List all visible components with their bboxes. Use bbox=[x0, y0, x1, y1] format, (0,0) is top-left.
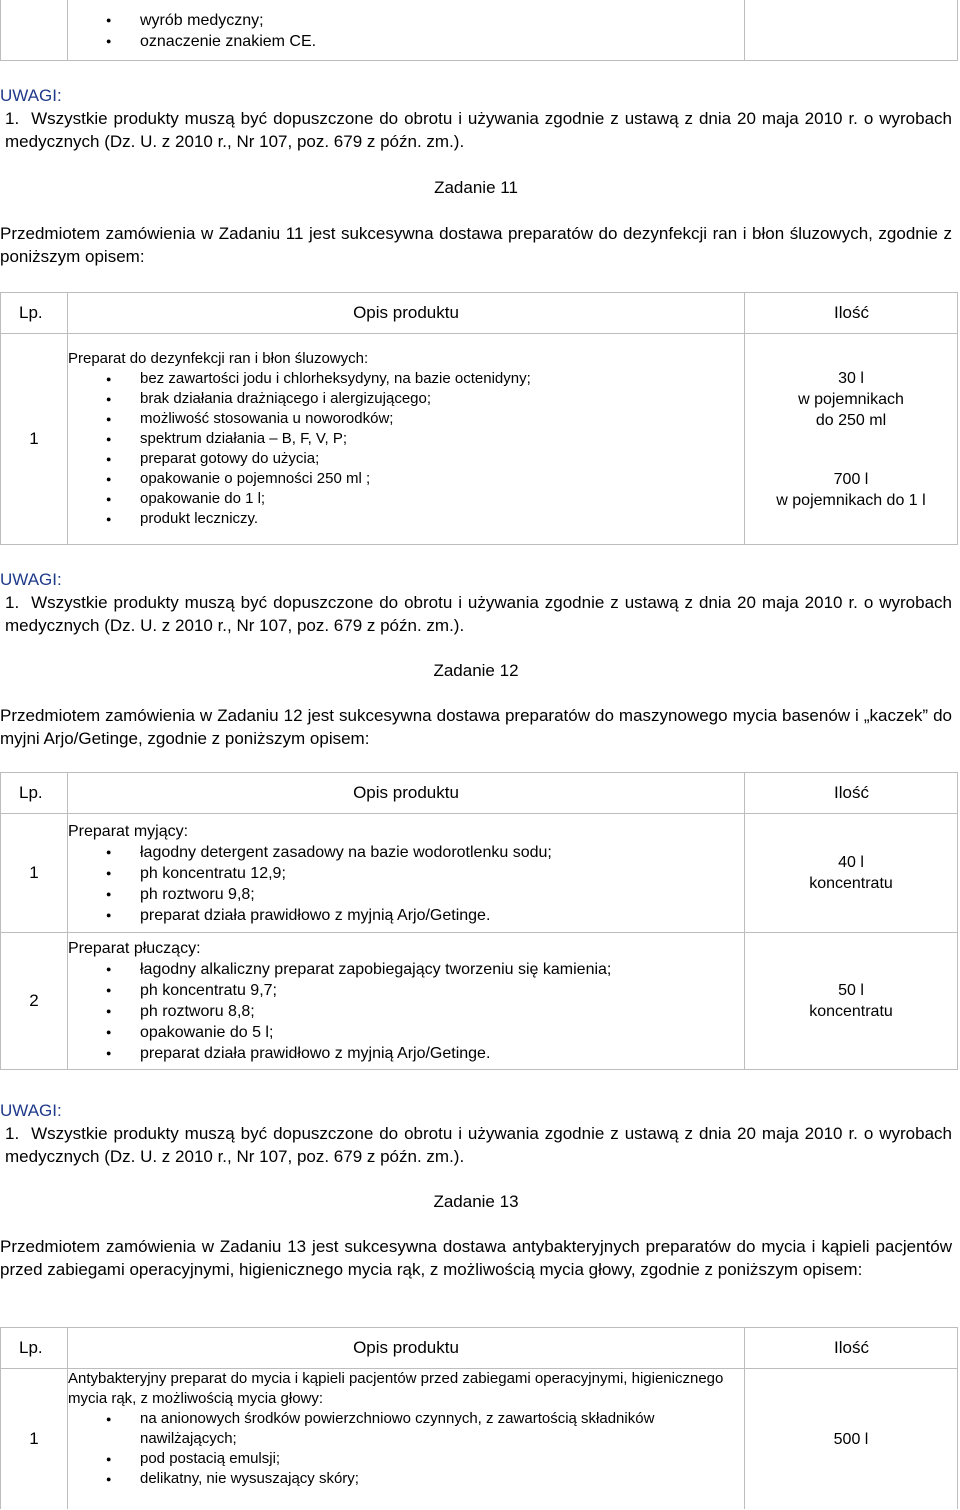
table-header-row bbox=[1, 773, 958, 814]
list-item: ● możliwość stosowania u noworodków; bbox=[68, 409, 744, 429]
section-intro: Przedmiotem zamówienia w Zadaniu 13 jest sukcesywna dostawa antybakteryjnych preparatów do mycia i kąpieli pacjentów przed zabiegami operacyjnymi, higienicznego mycia rąk, z możliwością mycia głowy, zgodnie z poniższym opisem: bbox=[0, 1237, 952, 1279]
top-continuation-table bbox=[0, 0, 958, 61]
section-intro: Przedmiotem zamówienia w Zadaniu 11 jest sukcesywna dostawa preparatów do dezynfekcji ran i błon śluzowych, zgodnie z poniższym opisem: bbox=[0, 224, 952, 266]
list-item: ● oznaczenie znakiem CE. bbox=[68, 31, 744, 52]
header-opis: Opis produktu bbox=[68, 773, 745, 814]
uwagi-block bbox=[0, 1099, 952, 1168]
list-item: ● opakowanie o pojemności 250 ml ; bbox=[68, 469, 744, 489]
uwagi-label: UWAGI: bbox=[0, 86, 62, 105]
description-list bbox=[68, 842, 744, 926]
row-number: 1 bbox=[1, 1369, 68, 1510]
list-item: ● preparat działa prawidłowo z myjnią Arjo/Getinge. bbox=[68, 1043, 744, 1064]
uwagi-block bbox=[0, 84, 952, 153]
product-table-11 bbox=[0, 292, 958, 545]
list-item: ● brak działania drażniącego i alergizującego; bbox=[68, 389, 744, 409]
list-item: ● ph roztworu 9,8; bbox=[68, 884, 744, 905]
description-list bbox=[68, 959, 744, 1064]
description-heading: Preparat myjący: bbox=[68, 822, 189, 840]
list-item: ● na anionowych środków powierzchniowo czynnych, z zawartością składników nawilżających; bbox=[68, 1409, 744, 1449]
list-item: ● opakowanie do 5 l; bbox=[68, 1022, 744, 1043]
row-quantity: 40 l koncentratu bbox=[745, 814, 958, 933]
row-quantity: 50 l koncentratu bbox=[745, 933, 958, 1070]
list-item: ● delikatny, nie wysuszający skóry; bbox=[68, 1469, 744, 1489]
row-description bbox=[68, 1369, 745, 1510]
list-item: ● wyrób medyczny; bbox=[68, 10, 744, 31]
list-item: ● pod postacią emulsji; bbox=[68, 1449, 744, 1469]
row-number: 1 bbox=[1, 814, 68, 933]
section-title: Zadanie 12 bbox=[433, 661, 519, 680]
product-table-12 bbox=[0, 772, 958, 1070]
uwagi-note: 1. Wszystkie produkty muszą być dopuszczone do obrotu i używania zgodnie z ustawą z dnia 20 maja 2010 r. o wyrobach medycznych (Dz. U. z 2010 r., Nr 107, poz. 679 z późn. zm.). bbox=[5, 1124, 952, 1166]
row-number: 1 bbox=[1, 334, 68, 545]
section-intro: Przedmiotem zamówienia w Zadaniu 12 jest sukcesywna dostawa preparatów do maszynowego mycia basenów i „kaczek” do myjni Arjo/Getinge, zgodnie z poniższym opisem: bbox=[0, 706, 952, 748]
description-heading: Antybakteryjny preparat do mycia i kąpieli pacjentów przed zabiegami operacyjnymi, higienicznego mycia rąk, z możliwością mycia głowy: bbox=[68, 1370, 724, 1407]
row-description bbox=[68, 334, 745, 545]
list-item: ● preparat gotowy do użycia; bbox=[68, 449, 744, 469]
product-table-13 bbox=[0, 1327, 958, 1509]
list-item: ● preparat działa prawidłowo z myjnią Arjo/Getinge. bbox=[68, 905, 744, 926]
uwagi-label: UWAGI: bbox=[0, 1101, 62, 1120]
header-ilosc: Ilość bbox=[745, 773, 958, 814]
uwagi-block bbox=[0, 568, 952, 637]
description-heading: Preparat do dezynfekcji ran i błon śluzowych: bbox=[68, 350, 369, 367]
list-item: ● produkt leczniczy. bbox=[68, 509, 744, 529]
list-item: ● ph koncentratu 12,9; bbox=[68, 863, 744, 884]
table-row bbox=[1, 933, 958, 1070]
list-item: ● łagodny alkaliczny preparat zapobiegający tworzeniu się kamienia; bbox=[68, 959, 744, 980]
list-item: ● łagodny detergent zasadowy na bazie wodorotlenku sodu; bbox=[68, 842, 744, 863]
row-description bbox=[68, 814, 745, 933]
list-item: ● bez zawartości jodu i chlorheksydyny, na bazie octenidyny; bbox=[68, 369, 744, 389]
uwagi-note: 1. Wszystkie produkty muszą być dopuszczone do obrotu i używania zgodnie z ustawą z dnia 20 maja 2010 r. o wyrobach medycznych (Dz. U. z 2010 r., Nr 107, poz. 679 z późn. zm.). bbox=[5, 109, 952, 151]
header-opis: Opis produktu bbox=[68, 293, 745, 334]
section-title: Zadanie 13 bbox=[433, 1192, 519, 1211]
list-item: ● ph roztworu 8,8; bbox=[68, 1001, 744, 1022]
table-row bbox=[1, 334, 958, 545]
description-list bbox=[68, 369, 744, 529]
table-row bbox=[1, 814, 958, 933]
row-quantity: 30 l w pojemnikach do 250 ml 700 l w pojemnikach do 1 l bbox=[745, 334, 958, 545]
list-item: ● opakowanie do 1 l; bbox=[68, 489, 744, 509]
list-item: ● spektrum działania – B, F, V, P; bbox=[68, 429, 744, 449]
header-lp: Lp. bbox=[1, 773, 68, 814]
row-number: 2 bbox=[1, 933, 68, 1070]
section-title: Zadanie 11 bbox=[434, 178, 518, 197]
uwagi-note: 1. Wszystkie produkty muszą być dopuszczone do obrotu i używania zgodnie z ustawą z dnia 20 maja 2010 r. o wyrobach medycznych (Dz. U. z 2010 r., Nr 107, poz. 679 z późn. zm.). bbox=[5, 593, 952, 635]
row-quantity: 500 l bbox=[745, 1369, 958, 1510]
table-header-row bbox=[1, 293, 958, 334]
table-row bbox=[1, 1369, 958, 1510]
list-item: ● ph koncentratu 9,7; bbox=[68, 980, 744, 1001]
description-heading: Preparat płuczący: bbox=[68, 940, 201, 957]
header-ilosc: Ilość bbox=[745, 293, 958, 334]
description-list bbox=[68, 1409, 744, 1489]
header-opis: Opis produktu bbox=[68, 1328, 745, 1369]
header-lp: Lp. bbox=[1, 293, 68, 334]
row-description bbox=[68, 933, 745, 1070]
table-header-row bbox=[1, 1328, 958, 1369]
header-ilosc: Ilość bbox=[745, 1328, 958, 1369]
top-bullet-list bbox=[68, 10, 744, 52]
header-lp: Lp. bbox=[1, 1328, 68, 1369]
uwagi-label: UWAGI: bbox=[0, 570, 62, 589]
